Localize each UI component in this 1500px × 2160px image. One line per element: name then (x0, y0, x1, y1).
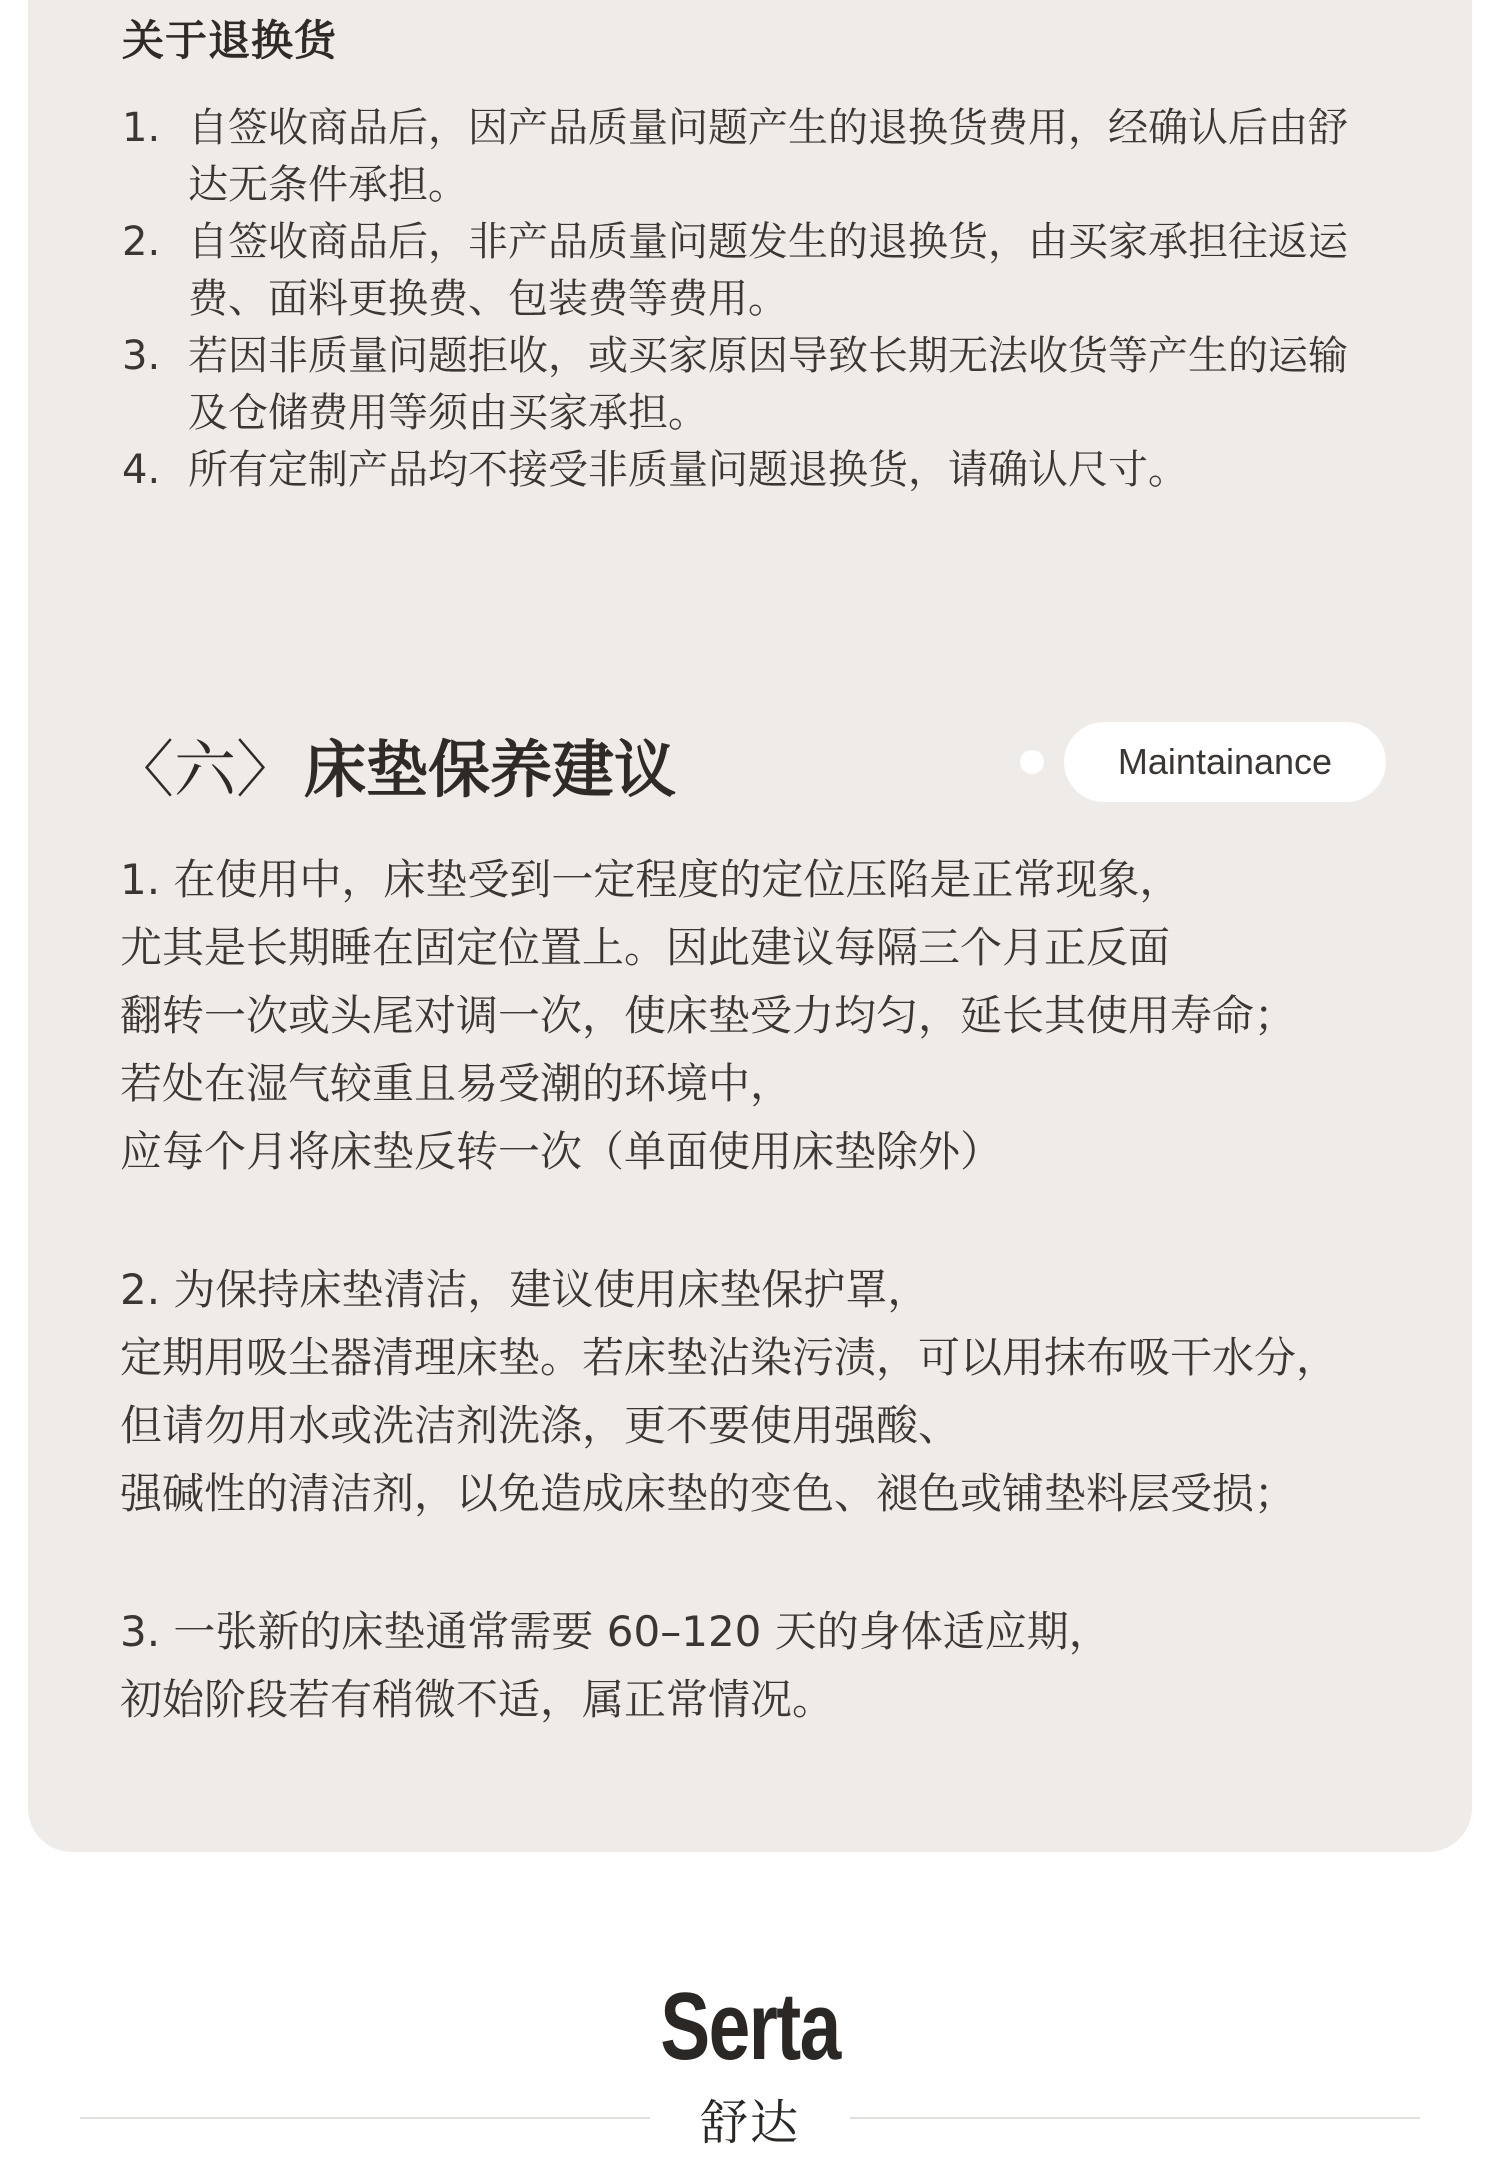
divider (850, 2117, 1420, 2119)
advice-line: 初始阶段若有稍微不适，属正常情况。 (120, 1675, 835, 1724)
list-item-number: 2. (122, 219, 161, 265)
advice-line: 定期用吸尘器清理床垫。若床垫沾染污渍，可以用抹布吸干水分， (120, 1333, 1339, 1382)
advice-line: 1. 在使用中，床垫受到一定程度的定位压陷是正常现象， (120, 855, 1182, 904)
list-item (122, 100, 1382, 214)
list-item-text: 若因非质量问题拒收，或买家原因导致长期无法收货等产生的运输及仓储费用等须由买家承担。 (188, 333, 1348, 436)
dot-icon (1020, 750, 1044, 774)
divider (80, 2117, 650, 2119)
brand-footer (80, 2078, 1420, 2158)
list-item-text: 所有定制产品均不接受非质量问题退换货，请确认尺寸。 (188, 447, 1188, 493)
brand-name-cn: 舒达 (700, 2094, 801, 2151)
list-item-text: 自签收商品后，非产品质量问题发生的退换货，由买家承担往返运费、面料更换费、包装费等费用。 (188, 219, 1348, 322)
advice-paragraph (120, 1256, 1420, 1528)
list-item-text: 自签收商品后，因产品质量问题产生的退换货费用，经确认后由舒达无条件承担。 (188, 105, 1348, 208)
list-item (122, 328, 1382, 442)
badge-label: Maintainance (1064, 722, 1386, 802)
advice-line: 但请勿用水或洗洁剂洗涤，更不要使用强酸、 (120, 1401, 961, 1450)
advice-line: 强碱性的清洁剂，以免造成床垫的变色、褪色或铺垫料层受损； (120, 1469, 1297, 1518)
advice-paragraph (120, 1598, 1420, 1734)
advice-line: 3. 一张新的床垫通常需要 60–120 天的身体适应期， (120, 1607, 1111, 1656)
returns-section-title: 关于退换货 (122, 16, 338, 65)
section-title-text: 床垫保养建议 (304, 733, 677, 806)
maintenance-badge (1002, 722, 1386, 802)
advice-paragraph (120, 846, 1420, 1186)
advice-line: 翻转一次或头尾对调一次，使床垫受力均匀，延长其使用寿命； (120, 991, 1297, 1040)
section-index: 〈六〉 (112, 733, 299, 806)
list-item-number: 4. (122, 447, 161, 493)
advice-line: 应每个月将床垫反转一次（单面使用床垫除外） (120, 1127, 1003, 1176)
brand-logo: Serta (660, 1973, 840, 2080)
list-item-number: 1. (122, 105, 161, 151)
list-item-number: 3. (122, 333, 161, 379)
advice-line: 2. 为保持床垫清洁，建议使用床垫保护罩， (120, 1265, 930, 1314)
maintenance-section-title (112, 720, 676, 809)
returns-list (122, 100, 1382, 499)
advice-line: 若处在湿气较重且易受潮的环境中， (120, 1059, 793, 1108)
list-item (122, 442, 1382, 499)
advice-line: 尤其是长期睡在固定位置上。因此建议每隔三个月正反面 (120, 923, 1171, 972)
list-item (122, 214, 1382, 328)
